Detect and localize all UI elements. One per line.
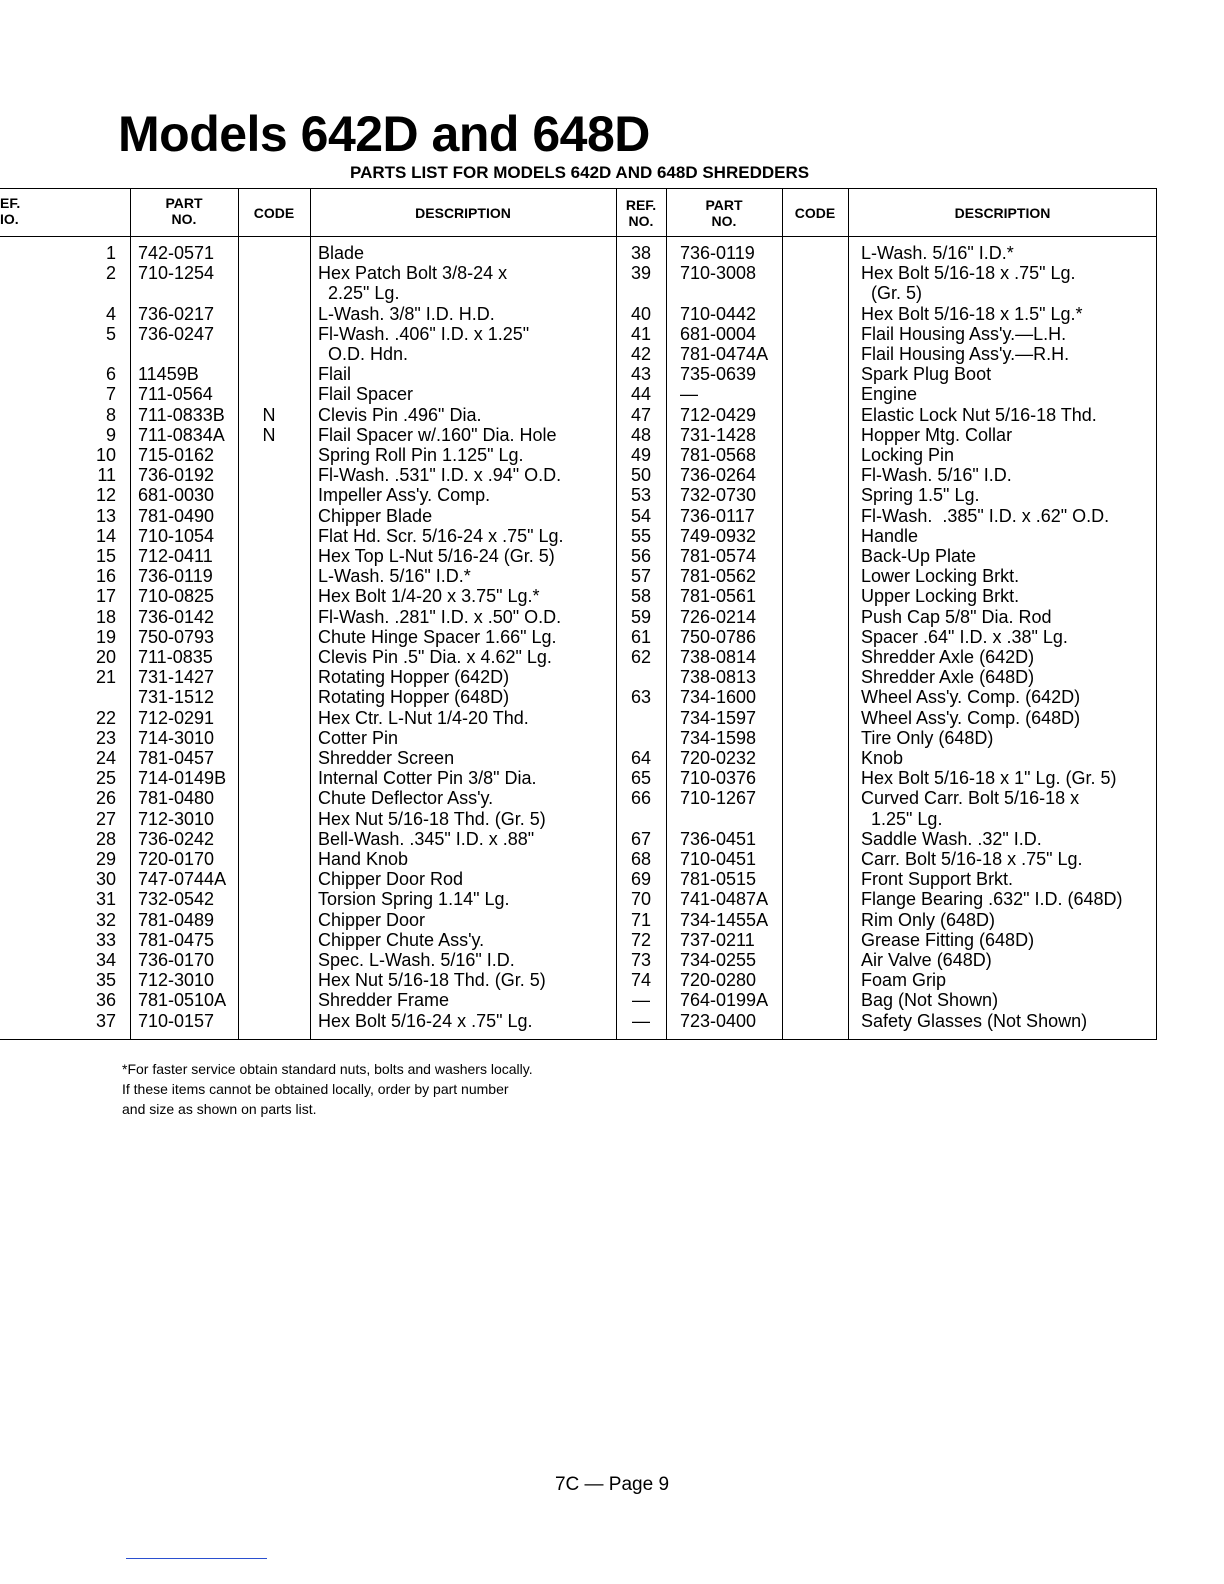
header-code-right: CODE [794, 205, 836, 221]
table-subtitle: PARTS LIST FOR MODELS 642D AND 648D SHREDDERS [350, 163, 810, 182]
ref-cell: 21 [95, 667, 116, 688]
description-cell: Push Cap 5/8" Dia. Rod [861, 606, 1052, 627]
ref-cell: 63 [630, 687, 652, 708]
description-cell: Elastic Lock Nut 5/16-18 Thd. [861, 404, 1097, 425]
part-number-cell: 738-0813 [680, 667, 757, 688]
part-number-cell: 734-1600 [680, 687, 757, 708]
description-cell: Flail Spacer [318, 384, 414, 405]
page-title: Models 642D and 648D [118, 106, 650, 162]
part-number-cell: 720-0170 [138, 849, 215, 869]
part-number-cell: 714-0149B [138, 768, 227, 789]
part-number-cell: 736-0217 [138, 303, 215, 324]
ref-cell: 68 [630, 849, 652, 869]
description-cell: L-Wash. 3/8" I.D. H.D. [318, 303, 495, 324]
part-number-cell: 736-0170 [138, 950, 215, 970]
ref-cell: 54 [630, 505, 652, 526]
ref-cell: 25 [95, 768, 116, 789]
part-number-cell: 736-0192 [138, 465, 215, 486]
ref-cell: 40 [630, 303, 652, 324]
header-ref-left [0, 195, 40, 227]
description-cell: Chipper Chute Ass'y. [318, 929, 485, 950]
description-cell: Fl-Wash. .406" I.D. x 1.25" [318, 323, 530, 344]
ref-cell: 16 [95, 566, 116, 587]
ref-cell: 41 [630, 323, 652, 344]
ref-cell: 62 [630, 647, 652, 667]
description-cell: Shredder Frame [318, 990, 450, 1011]
part-number-cell: 736-0142 [138, 606, 215, 627]
description-cell: Handle [861, 525, 919, 546]
description-cell: Chute Hinge Spacer 1.66" Lg. [318, 626, 557, 647]
description-cell: Front Support Brkt. [861, 869, 1014, 890]
ref-cell: 12 [95, 485, 116, 506]
ref-cell: — [632, 990, 650, 1011]
part-number-cell: 736-0242 [138, 828, 215, 849]
description-cell: Hopper Mtg. Collar [861, 424, 1013, 445]
header-part-line2: NO. [711, 213, 737, 229]
description-cell: O.D. Hdn. [318, 344, 409, 364]
part-number-cell: 781-0515 [680, 869, 757, 890]
part-number-cell: 781-0574 [680, 546, 757, 566]
description-cell: Lower Locking Brkt. [861, 566, 1020, 587]
header-ref-right [616, 197, 666, 229]
ref-cell: 5 [105, 323, 116, 344]
description-cell: Back-Up Plate [861, 546, 977, 566]
description-cell: Chipper Blade [318, 505, 433, 526]
column-divider [310, 188, 311, 1040]
part-number-cell: 750-0786 [680, 626, 757, 647]
ref-cell: 18 [95, 606, 116, 627]
description-cell: Spring Roll Pin 1.125" Lg. [318, 445, 524, 465]
description-cell: Hex Nut 5/16-18 Thd. (Gr. 5) [318, 970, 546, 991]
part-number-cell: 710-3008 [680, 263, 757, 284]
page-number: 7C — Page 9 [554, 1474, 670, 1495]
part-number-cell: 11459B [138, 364, 199, 385]
part-number-cell: 747-0744A [138, 869, 227, 890]
footnote-line: *For faster service obtain standard nuts, bolts and washers locally. [122, 1061, 533, 1077]
part-number-cell: 712-0291 [138, 707, 215, 728]
part-number-cell: 781-0474A [680, 344, 769, 364]
description-cell: Upper Locking Brkt. [861, 586, 1020, 607]
part-number-cell: 734-0255 [680, 950, 757, 970]
ref-cell: 15 [95, 546, 116, 566]
description-cell: L-Wash. 5/16" I.D.* [861, 243, 1014, 263]
part-number-cell: 710-0442 [680, 303, 757, 324]
description-cell: (Gr. 5) [861, 283, 923, 304]
part-number-cell: 710-1054 [138, 525, 215, 546]
part-number-cell: 710-0157 [138, 1010, 215, 1031]
description-cell: Hex Bolt 5/16-18 x 1" Lg. (Gr. 5) [861, 768, 1117, 789]
part-number-cell: 781-0490 [138, 505, 215, 526]
ref-cell: 58 [630, 586, 652, 607]
part-number-cell: 734-1598 [680, 727, 757, 748]
part-number-cell: 781-0561 [680, 586, 757, 607]
ref-cell: 38 [630, 243, 652, 263]
column-divider [130, 188, 131, 1040]
part-number-cell: 731-1427 [138, 667, 215, 688]
description-cell: Fl-Wash. .385" I.D. x .62" O.D. [861, 505, 1110, 526]
part-number-cell: 734-1597 [680, 707, 757, 728]
part-number-cell: 735-0639 [680, 364, 757, 385]
description-cell: Hand Knob [318, 849, 409, 869]
ref-cell: 9 [105, 424, 116, 445]
description-cell: Cotter Pin [318, 727, 399, 748]
ref-cell: 1 [105, 243, 116, 263]
description-cell: Shredder Screen [318, 748, 455, 768]
description-cell: Flail Housing Ass'y.—R.H. [861, 344, 1070, 364]
part-number-cell: 710-1254 [138, 263, 215, 284]
part-number-cell: 731-1512 [138, 687, 215, 708]
part-number-cell: 723-0400 [680, 1010, 757, 1031]
description-cell: Grease Fitting (648D) [861, 929, 1035, 950]
description-cell: Hex Nut 5/16-18 Thd. (Gr. 5) [318, 808, 546, 829]
description-cell: Spark Plug Boot [861, 364, 992, 385]
ref-cell: 30 [95, 869, 116, 890]
description-cell: Flail Housing Ass'y.—L.H. [861, 323, 1067, 344]
ref-cell: 53 [630, 485, 652, 506]
ref-cell: 33 [95, 929, 116, 950]
description-cell: Hex Patch Bolt 3/8-24 x [318, 263, 508, 284]
part-number-cell: 736-0451 [680, 828, 757, 849]
part-number-cell: 781-0562 [680, 566, 757, 587]
description-cell: Chipper Door [318, 909, 426, 930]
description-cell: Spec. L-Wash. 5/16" I.D. [318, 950, 515, 970]
description-cell: Clevis Pin .496" Dia. [318, 404, 482, 425]
part-number-cell: 742-0571 [138, 243, 215, 263]
part-number-cell: 734-1455A [680, 909, 769, 930]
description-cell: Safety Glasses (Not Shown) [861, 1010, 1088, 1031]
description-cell: Flat Hd. Scr. 5/16-24 x .75" Lg. [318, 525, 564, 546]
ref-cell: — [632, 1010, 650, 1031]
description-cell: Blade [318, 243, 365, 263]
description-cell: Hex Ctr. L-Nut 1/4-20 Thd. [318, 707, 529, 728]
description-cell: Internal Cotter Pin 3/8" Dia. [318, 768, 537, 789]
part-number-cell: 781-0475 [138, 929, 215, 950]
header-description-right: DESCRIPTION [954, 205, 1051, 221]
part-number-cell: 714-3010 [138, 727, 215, 748]
ref-cell: 34 [95, 950, 116, 970]
part-number-cell: 681-0004 [680, 323, 757, 344]
ref-cell: 42 [630, 344, 652, 364]
ref-cell: 4 [105, 303, 116, 324]
part-number-cell: 715-0162 [138, 445, 215, 465]
ref-cell: 14 [95, 525, 116, 546]
description-cell: Knob [861, 748, 904, 768]
description-cell: Fl-Wash. 5/16" I.D. [861, 465, 1012, 486]
description-cell: Bag (Not Shown) [861, 990, 999, 1011]
ref-cell: 55 [630, 525, 652, 546]
ref-cell: 37 [95, 1010, 116, 1031]
ref-cell: 19 [95, 626, 116, 647]
part-number-cell: 736-0264 [680, 465, 757, 486]
ref-cell: 61 [630, 626, 652, 647]
description-cell: 2.25" Lg. [318, 283, 400, 304]
part-number-cell: — [680, 384, 698, 405]
header-part-left [130, 195, 238, 227]
ref-cell: 22 [95, 707, 116, 728]
description-cell: Flail [318, 364, 352, 385]
header-part-right [666, 197, 782, 229]
ref-cell: 59 [630, 606, 652, 627]
description-cell: Spring 1.5" Lg. [861, 485, 980, 506]
header-ref-right-line2: NO. [628, 213, 654, 229]
part-number-cell: 710-1267 [680, 788, 757, 809]
ref-cell: 71 [630, 909, 652, 930]
ref-cell: 29 [95, 849, 116, 869]
part-number-cell: 710-0451 [680, 849, 757, 869]
description-cell: 1.25" Lg. [861, 808, 943, 829]
part-number-cell: 737-0211 [680, 929, 755, 950]
part-number-cell: 712-0411 [138, 546, 213, 566]
column-divider [238, 188, 239, 1040]
column-divider [848, 188, 849, 1040]
code-cell: N [262, 404, 276, 425]
ref-cell: 69 [630, 869, 652, 890]
description-cell: Torsion Spring 1.14" Lg. [318, 889, 510, 910]
part-number-cell: 712-3010 [138, 970, 215, 991]
description-cell: Impeller Ass'y. Comp. [318, 485, 491, 506]
ref-cell: 64 [630, 748, 652, 768]
ref-cell: 48 [630, 424, 652, 445]
description-cell: Fl-Wash. .281" I.D. x .50" O.D. [318, 606, 562, 627]
ref-cell: 57 [630, 566, 652, 587]
description-cell: Tire Only (648D) [861, 727, 994, 748]
column-divider [782, 188, 783, 1040]
decorative-rule [126, 1558, 267, 1559]
description-cell: Shredder Axle (648D) [861, 667, 1035, 688]
part-number-cell: 712-0429 [680, 404, 757, 425]
part-number-cell: 726-0214 [680, 606, 757, 627]
description-cell: Hex Bolt 5/16-18 x 1.5" Lg.* [861, 303, 1083, 324]
footnote-line: If these items cannot be obtained locally, order by part number [122, 1081, 509, 1097]
ref-cell: 50 [630, 465, 652, 486]
description-cell: Chute Deflector Ass'y. [318, 788, 494, 809]
ref-cell: 44 [630, 384, 652, 405]
part-number-cell: 736-0119 [138, 566, 213, 587]
description-cell: Rotating Hopper (648D) [318, 687, 510, 708]
ref-cell: 10 [95, 445, 116, 465]
part-number-cell: 732-0542 [138, 889, 215, 910]
description-cell: Carr. Bolt 5/16-18 x .75" Lg. [861, 849, 1083, 869]
ref-cell: 70 [630, 889, 652, 910]
part-number-cell: 711-0564 [138, 384, 213, 405]
description-cell: Foam Grip [861, 970, 947, 991]
ref-cell: 8 [105, 404, 116, 425]
part-number-cell: 781-0480 [138, 788, 215, 809]
ref-cell: 36 [95, 990, 116, 1011]
ref-cell: 47 [630, 404, 652, 425]
part-number-cell: 720-0232 [680, 748, 757, 768]
part-number-cell: 736-0247 [138, 323, 215, 344]
column-divider [666, 188, 667, 1040]
description-cell: Hex Bolt 5/16-18 x .75" Lg. [861, 263, 1076, 284]
ref-cell: 31 [95, 889, 116, 910]
description-cell: Flail Spacer w/.160" Dia. Hole [318, 424, 557, 445]
part-number-cell: 681-0030 [138, 485, 215, 506]
description-cell: Wheel Ass'y. Comp. (642D) [861, 687, 1081, 708]
ref-cell: 26 [95, 788, 116, 809]
ref-cell: 23 [95, 727, 116, 748]
description-cell: Fl-Wash. .531" I.D. x .94" O.D. [318, 465, 562, 486]
header-part-line1: PART [705, 197, 743, 213]
part-number-cell: 738-0814 [680, 647, 757, 667]
description-cell: Spacer .64" I.D. x .38" Lg. [861, 626, 1068, 647]
ref-cell: 11 [97, 465, 116, 486]
description-cell: Flange Bearing .632" I.D. (648D) [861, 889, 1123, 910]
ref-cell: 7 [105, 384, 116, 405]
ref-cell: 74 [630, 970, 652, 991]
code-cell: N [262, 424, 276, 445]
part-number-cell: 710-0376 [680, 768, 757, 789]
footnote [122, 1059, 533, 1119]
description-cell: Air Valve (648D) [861, 950, 992, 970]
header-ref-left-line1: EF. [0, 195, 21, 211]
description-cell: Hex Bolt 5/16-24 x .75" Lg. [318, 1010, 533, 1031]
description-cell: Hex Bolt 1/4-20 x 3.75" Lg.* [318, 586, 540, 607]
part-number-cell: 711-0834A [138, 424, 225, 445]
ref-cell: 20 [95, 647, 116, 667]
ref-cell: 66 [630, 788, 652, 809]
ref-cell: 65 [630, 768, 652, 789]
description-cell: Rotating Hopper (642D) [318, 667, 510, 688]
part-number-cell: 781-0489 [138, 909, 215, 930]
header-ref-right-line1: REF. [625, 197, 657, 213]
part-number-cell: 731-1428 [680, 424, 757, 445]
ref-cell: 27 [95, 808, 116, 829]
ref-cell: 6 [105, 364, 116, 385]
header-divider [0, 236, 1157, 237]
header-description-left: DESCRIPTION [415, 205, 511, 221]
part-number-cell: 732-0730 [680, 485, 757, 506]
part-number-cell: 711-0835 [138, 647, 213, 667]
part-number-cell: 736-0119 [680, 243, 755, 263]
part-number-cell: 781-0510A [138, 990, 227, 1011]
header-ref-left-line2: IO. [0, 211, 19, 227]
ref-cell: 32 [95, 909, 116, 930]
part-number-cell: 749-0932 [680, 525, 757, 546]
description-cell: Rim Only (648D) [861, 909, 996, 930]
ref-cell: 2 [105, 263, 116, 284]
part-number-cell: 781-0568 [680, 445, 757, 465]
description-cell: Curved Carr. Bolt 5/16-18 x [861, 788, 1080, 809]
ref-cell: 35 [95, 970, 116, 991]
part-number-cell: 736-0117 [680, 505, 755, 526]
description-cell: L-Wash. 5/16" I.D.* [318, 566, 471, 587]
description-cell: Engine [861, 384, 918, 405]
part-number-cell: 750-0793 [138, 626, 215, 647]
ref-cell: 56 [630, 546, 652, 566]
description-cell: Saddle Wash. .32" I.D. [861, 828, 1042, 849]
description-cell: Locking Pin [861, 445, 955, 465]
description-cell: Clevis Pin .5" Dia. x 4.62" Lg. [318, 647, 552, 667]
ref-cell: 17 [95, 586, 116, 607]
part-number-cell: 764-0199A [680, 990, 769, 1011]
description-cell: Hex Top L-Nut 5/16-24 (Gr. 5) [318, 546, 555, 566]
description-cell: Shredder Axle (642D) [861, 647, 1035, 667]
description-cell: Bell-Wash. .345" I.D. x .88" [318, 828, 535, 849]
part-number-cell: 712-3010 [138, 808, 215, 829]
ref-cell: 28 [95, 828, 116, 849]
part-number-cell: 741-0487A [680, 889, 769, 910]
description-cell: Wheel Ass'y. Comp. (648D) [861, 707, 1081, 728]
header-code-left: CODE [253, 205, 295, 221]
ref-cell: 67 [630, 828, 652, 849]
header-part-line2: NO. [171, 211, 197, 227]
header-part-line1: PART [165, 195, 203, 211]
footnote-line: and size as shown on parts list. [122, 1101, 317, 1117]
ref-cell: 24 [95, 748, 116, 768]
ref-cell: 73 [630, 950, 652, 970]
ref-cell: 72 [630, 929, 652, 950]
description-cell: Chipper Door Rod [318, 869, 464, 890]
part-number-cell: 711-0833B [138, 404, 225, 425]
part-number-cell: 720-0280 [680, 970, 757, 991]
ref-cell: 49 [630, 445, 652, 465]
part-number-cell: 710-0825 [138, 586, 215, 607]
part-number-cell: 781-0457 [138, 748, 215, 768]
ref-cell: 13 [95, 505, 116, 526]
ref-cell: 43 [630, 364, 652, 385]
ref-cell: 39 [630, 263, 652, 284]
